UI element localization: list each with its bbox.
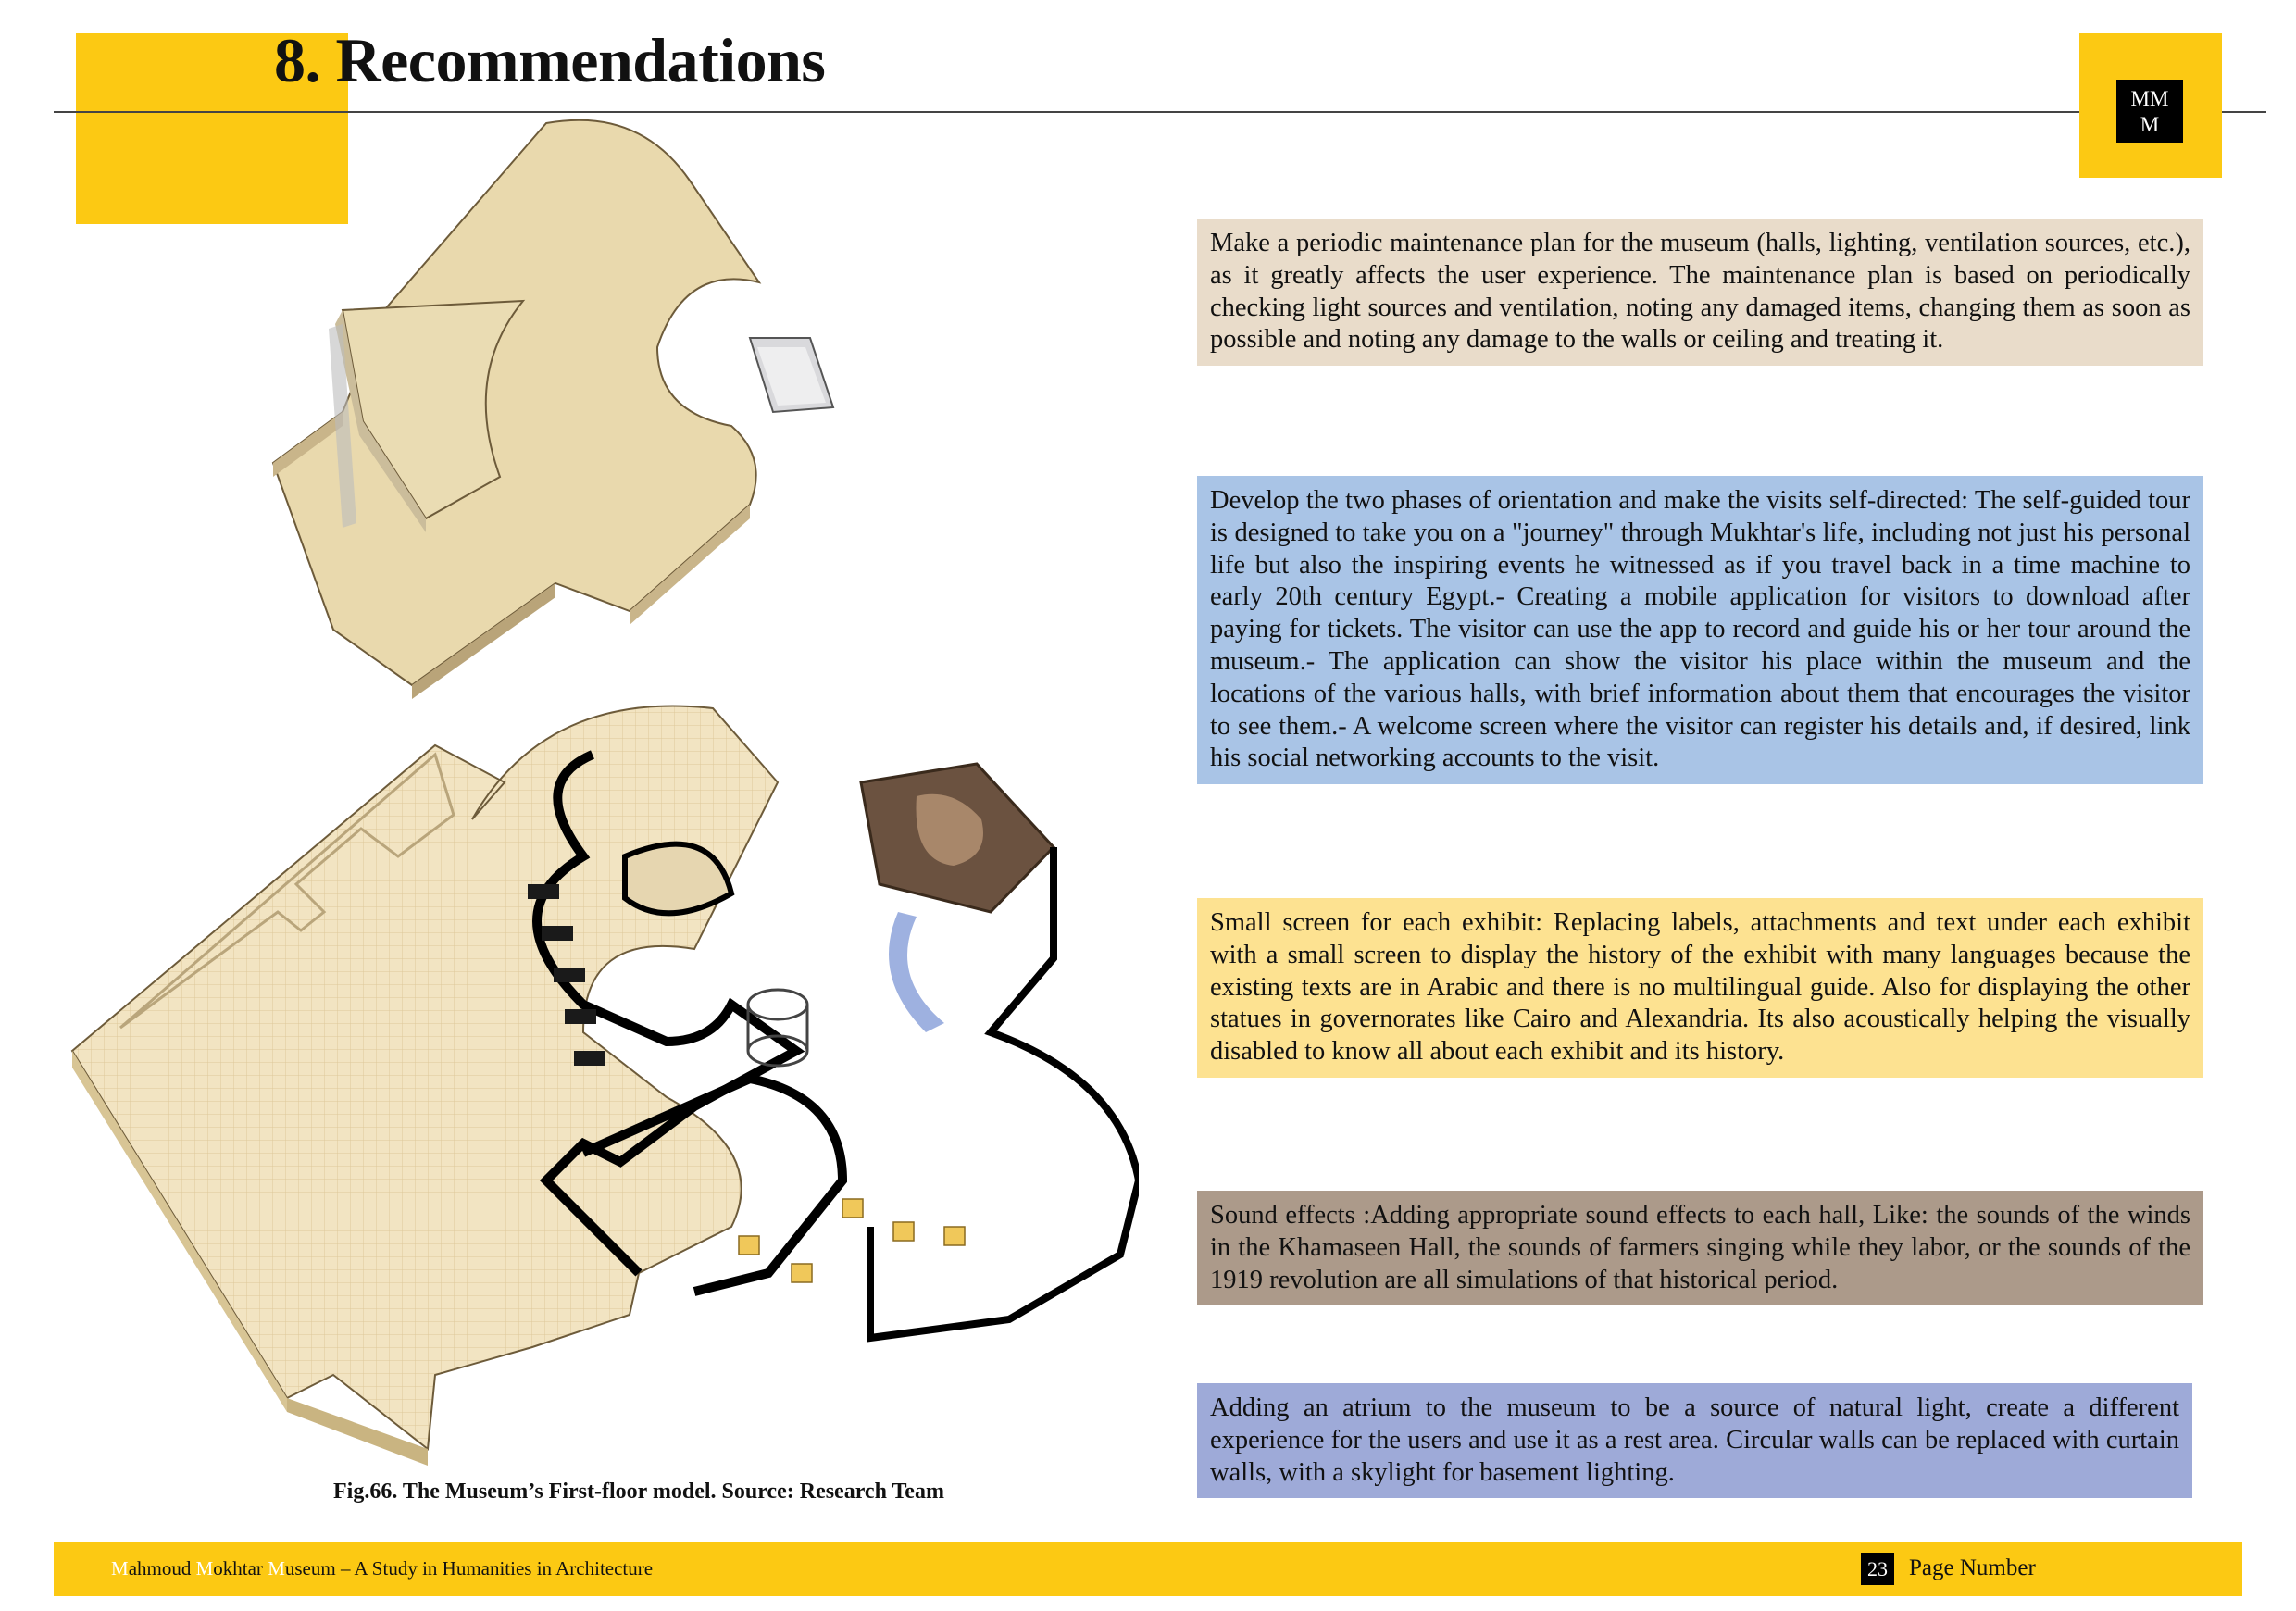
recommendation-atrium: Adding an atrium to the museum to be a source of natural light, create a different experience for the users and use it as a rest area. Circular walls can be replaced with curtain walls, with a skylight for basement lighting. (1197, 1383, 2192, 1498)
header-divider (54, 111, 2266, 113)
footer-title (111, 1557, 653, 1580)
footer-word-1: ahmoud (128, 1557, 196, 1580)
page-title: 8. Recommendations (274, 25, 826, 95)
logo-line-2: M (2140, 113, 2160, 136)
first-floor-model-figure (65, 116, 1139, 1486)
floor-plan (72, 706, 1139, 1467)
footer-initial-3: M (268, 1557, 285, 1580)
footer-word-3: useum – A Study in Humanities in Architecture (284, 1557, 654, 1580)
footer-initial-2: M (195, 1557, 214, 1580)
footer-bar (54, 1542, 2242, 1596)
logo-line-1: MM (2130, 87, 2169, 110)
logo-mark (2116, 80, 2183, 143)
footer-initial-1: M (111, 1557, 129, 1580)
page-number: 23 (1861, 1553, 1894, 1585)
recommendation-sound-effects: Sound effects :Adding appropriate sound effects to each hall, Like: the sounds of the winds in the Khamaseen Hall, the sounds of farmers singing while they labor, or the sounds of the 1919 revolution are all simulations of that historical period. (1197, 1191, 2203, 1305)
recommendation-maintenance: Make a periodic maintenance plan for the museum (halls, lighting, ventilation sources, etc.), as it greatly affects the user experience. The maintenance plan is based on periodically checking light sources and ventilation, noting any damaged items, changing them as soon as possible and noting any damage to the walls or ceiling and treating it. (1197, 219, 2203, 366)
roof-slab (273, 120, 833, 699)
recommendation-self-guided-tour: Develop the two phases of orientation and make the visits self-directed: The self-guided tour is designed to take you on a "journey" through Mukhtar's life, including not just his personal life but also the inspiring events he witnessed as if you travel back in a time machine to early 20th century Egypt.- Creating a mobile application for visitors to download after paying for tickets. The visitor can use the app to record and guide his or her tour around the museum.- The application can show the visitor his place within the museum and the locations of the various halls, with brief information about them that encourages the visitor to see them.- A welcome screen where the visitor can register his details and, if desired, link his social networking accounts to the visit. (1197, 476, 2203, 784)
footer-word-2: okhtar (213, 1557, 268, 1580)
page-number-label: Page Number (1909, 1555, 2036, 1580)
logo (2079, 33, 2222, 178)
recommendation-exhibit-screens: Small screen for each exhibit: Replacing labels, attachments and text under each exhibit with a small screen to display the history of the exhibit with many languages because the existing texts are in Arabic and there is no multilingual guide. Also for displaying the other statues in governorates like Cairo and Alexandria. Its also acoustically helping the visually disabled to know all about each exhibit and its history. (1197, 898, 2203, 1078)
figure-caption: Fig.66. The Museum’s First-floor model. Source: Research Team (333, 1480, 944, 1504)
